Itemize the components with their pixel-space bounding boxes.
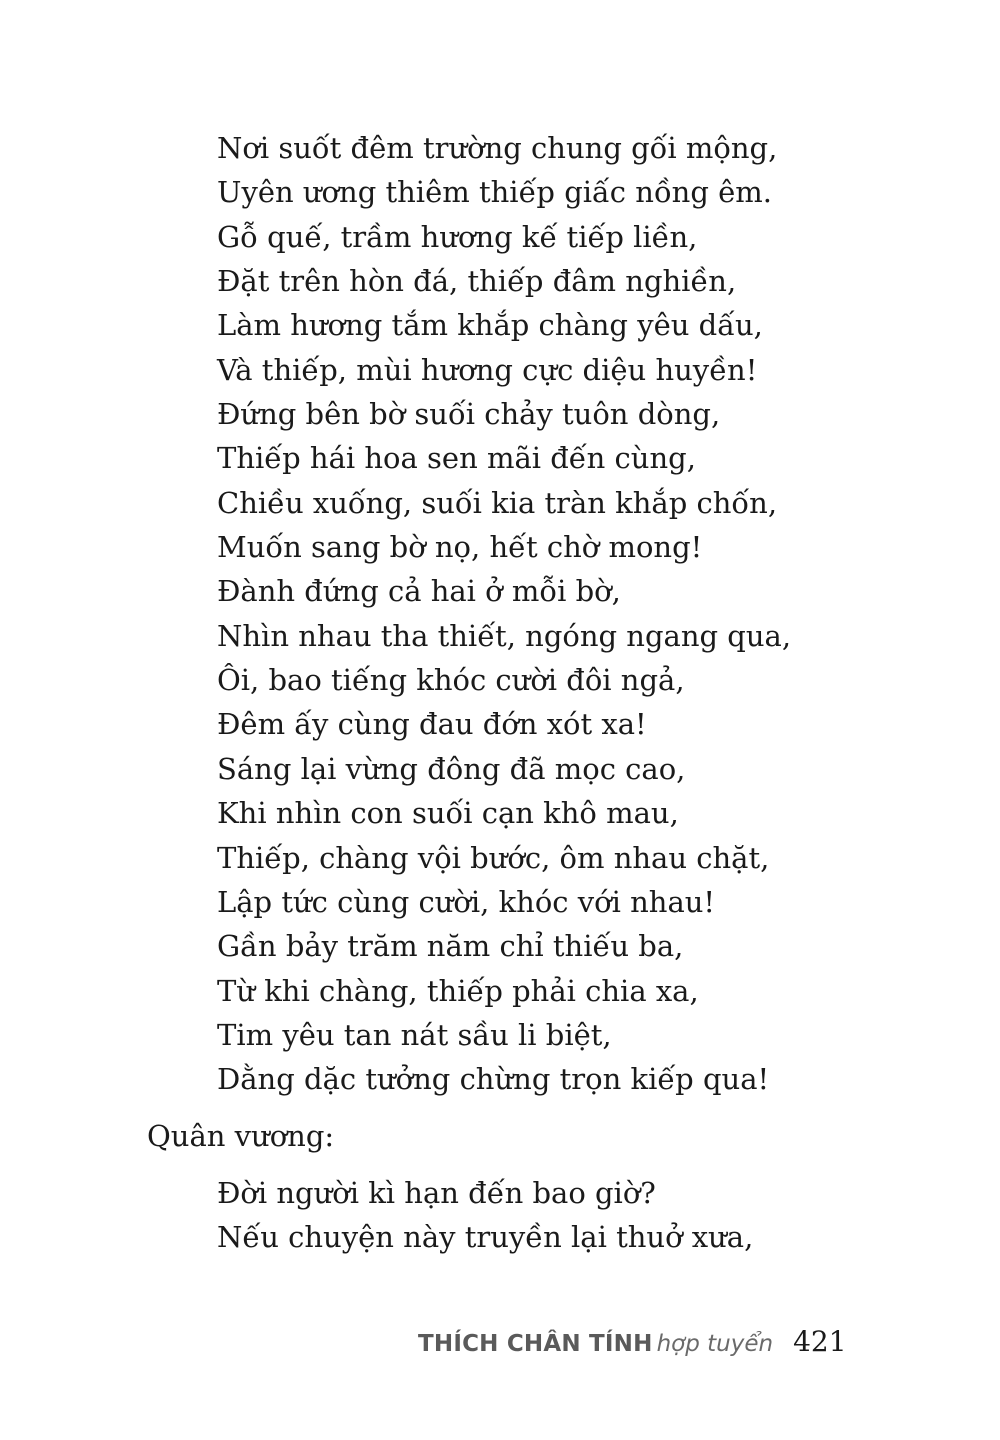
poem-line: Thiếp, chàng vội bước, ôm nhau chặt, [217,840,770,875]
poem-line: Từ khi chàng, thiếp phải chia xa, [217,973,699,1008]
footer-subtitle: hợp tuyển [656,1331,774,1357]
poem-line: Khi nhìn con suối cạn khô mau, [217,796,679,831]
poem-line: Chiều xuống, suối kia tràn khắp chốn, [217,485,778,520]
poem-line: Muốn sang bờ nọ, hết chờ mong! [217,530,703,565]
poem-line: Gỗ quế, trầm hương kế tiếp liền, [217,219,698,254]
poem-line: Sáng lại vừng đông đã mọc cao, [217,751,686,786]
footer-author: THÍCH CHÂN TÍNH [418,1331,653,1357]
poem-line: Làm hương tắm khắp chàng yêu dấu, [217,308,763,343]
page-footer [418,1325,868,1369]
page-number: 421 [793,1325,847,1358]
poem-line: Dằng dặc tưởng chừng trọn kiếp qua! [217,1062,770,1097]
poem-line: Đặt trên hòn đá, thiếp đâm nghiền, [217,264,737,299]
poem-line: Đành đứng cả hai ở mỗi bờ, [217,574,621,609]
poem-line: Nơi suốt đêm trường chung gối mộng, [217,131,778,165]
poem-line: Lập tức cùng cười, khóc với nhau! [217,884,716,919]
poem-stanza [217,1171,957,1260]
poem-line: Đêm ấy cùng đau đớn xót xa! [217,707,647,742]
poem-line: Uyên ương thiêm thiếp giấc nồng êm. [217,175,773,210]
poem-line: Đứng bên bờ suối chảy tuôn dòng, [217,397,721,432]
poem-stanza [217,126,957,1102]
poem-line: Ôi, bao tiếng khóc cười đôi ngả, [217,663,685,698]
speaker-label: Quân vương: [147,1119,335,1153]
poem-line: Tim yêu tan nát sầu li biệt, [217,1017,612,1052]
poem-line: Và thiếp, mùi hương cực diệu huyền! [217,352,758,387]
poem-line: Nếu chuyện này truyền lại thuở xưa, [217,1220,754,1255]
poem-line: Thiếp hái hoa sen mãi đến cùng, [217,441,696,476]
poem-line: Đời người kì hạn đến bao giờ? [217,1176,656,1210]
poem-line: Gần bảy trăm năm chỉ thiếu ba, [217,929,684,964]
poem-line: Nhìn nhau tha thiết, ngóng ngang qua, [217,618,792,653]
